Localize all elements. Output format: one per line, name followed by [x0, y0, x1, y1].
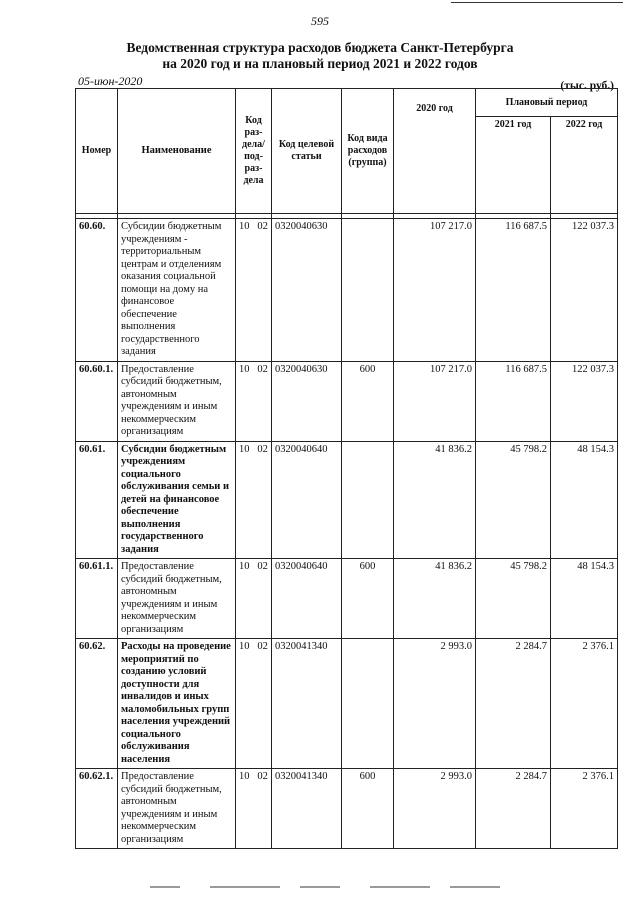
header-number: Номер: [76, 89, 118, 214]
row-target-code: 0320040640: [272, 559, 342, 639]
title-line-1: Ведомственная структура расходов бюджета Санкт-Петербурга: [126, 40, 514, 55]
header-year-2021: 2021 год: [476, 117, 551, 214]
row-value-2021: 45 798.2: [476, 559, 551, 639]
row-value-2020: 41 836.2: [394, 559, 476, 639]
header-plan-period: Плановый период: [476, 89, 618, 117]
table-row: [76, 639, 618, 769]
scan-artifact: [150, 886, 530, 890]
row-name: Предоставление субсидий бюджетным, автономным учреждениям и иным некоммерческим организациям: [118, 559, 236, 639]
row-value-2020: 107 217.0: [394, 361, 476, 441]
row-value-2022: 2 376.1: [551, 769, 618, 849]
row-value-2020: 2 993.0: [394, 769, 476, 849]
row-value-2020: 41 836.2: [394, 441, 476, 559]
row-value-2021: 116 687.5: [476, 219, 551, 362]
row-name: Расходы на проведение мероприятий по созданию условий доступности для инвалидов и иных маломобильных групп населения учреждений социального обслуживания населения: [118, 639, 236, 769]
row-number: 60.62.: [76, 639, 118, 769]
header-section: Код раз-дела/ под-раз-дела: [236, 89, 272, 214]
page-number: 595: [311, 14, 329, 28]
row-expense-group: 600: [342, 361, 394, 441]
header-year-2020: 2020 год: [394, 89, 476, 214]
header-name: Наименование: [118, 89, 236, 214]
row-value-2022: 122 037.3: [551, 361, 618, 441]
row-value-2022: 122 037.3: [551, 219, 618, 362]
row-section-code: 10 02: [236, 219, 272, 362]
row-expense-group: [342, 441, 394, 559]
table-row: [76, 441, 618, 559]
row-section-code: 10 02: [236, 639, 272, 769]
units-label: (тыс. руб.): [560, 80, 614, 92]
row-value-2022: 48 154.3: [551, 559, 618, 639]
row-value-2020: 2 993.0: [394, 639, 476, 769]
row-number: 60.60.: [76, 219, 118, 362]
title-line-2: на 2020 год и на плановый период 2021 и 2022 годов: [162, 56, 478, 71]
row-name: Предоставление субсидий бюджетным, автономным учреждениям и иным некоммерческим организациям: [118, 769, 236, 849]
table-row: [76, 559, 618, 639]
header-year-2022: 2022 год: [551, 117, 618, 214]
table-row: [76, 769, 618, 849]
table-row: [76, 361, 618, 441]
row-name: Субсидии бюджетным учреждениям социального обслуживания семьи и детей на финансовое обеспечение выполнения государственного задания: [118, 441, 236, 559]
row-target-code: 0320040630: [272, 361, 342, 441]
row-value-2021: 116 687.5: [476, 361, 551, 441]
row-target-code: 0320040640: [272, 441, 342, 559]
row-target-code: 0320040630: [272, 219, 342, 362]
top-rule: [451, 2, 623, 3]
row-name: Субсидии бюджетным учреждениям - территориальным центрам и отделениям оказания социальной помощи на дому на финансовое обеспечение выполнения государственного задания: [118, 219, 236, 362]
row-section-code: 10 02: [236, 769, 272, 849]
budget-table: [75, 88, 618, 849]
row-value-2022: 2 376.1: [551, 639, 618, 769]
document-date: 05-июн-2020: [78, 74, 143, 88]
header-expense-type: Код вида расходов (группа): [342, 89, 394, 214]
row-expense-group: 600: [342, 559, 394, 639]
row-number: 60.60.1.: [76, 361, 118, 441]
row-number: 60.61.1.: [76, 559, 118, 639]
row-section-code: 10 02: [236, 361, 272, 441]
row-value-2022: 48 154.3: [551, 441, 618, 559]
row-expense-group: [342, 639, 394, 769]
row-section-code: 10 02: [236, 559, 272, 639]
row-number: 60.61.: [76, 441, 118, 559]
table-row: [76, 219, 618, 362]
row-value-2020: 107 217.0: [394, 219, 476, 362]
document-title: [0, 40, 640, 72]
row-name: Предоставление субсидий бюджетным, автономным учреждениям и иным некоммерческим организациям: [118, 361, 236, 441]
row-value-2021: 2 284.7: [476, 769, 551, 849]
row-value-2021: 2 284.7: [476, 639, 551, 769]
row-target-code: 0320041340: [272, 639, 342, 769]
row-target-code: 0320041340: [272, 769, 342, 849]
row-expense-group: [342, 219, 394, 362]
header-target: Код целевой статьи: [272, 89, 342, 214]
row-number: 60.62.1.: [76, 769, 118, 849]
row-expense-group: 600: [342, 769, 394, 849]
row-section-code: 10 02: [236, 441, 272, 559]
row-value-2021: 45 798.2: [476, 441, 551, 559]
